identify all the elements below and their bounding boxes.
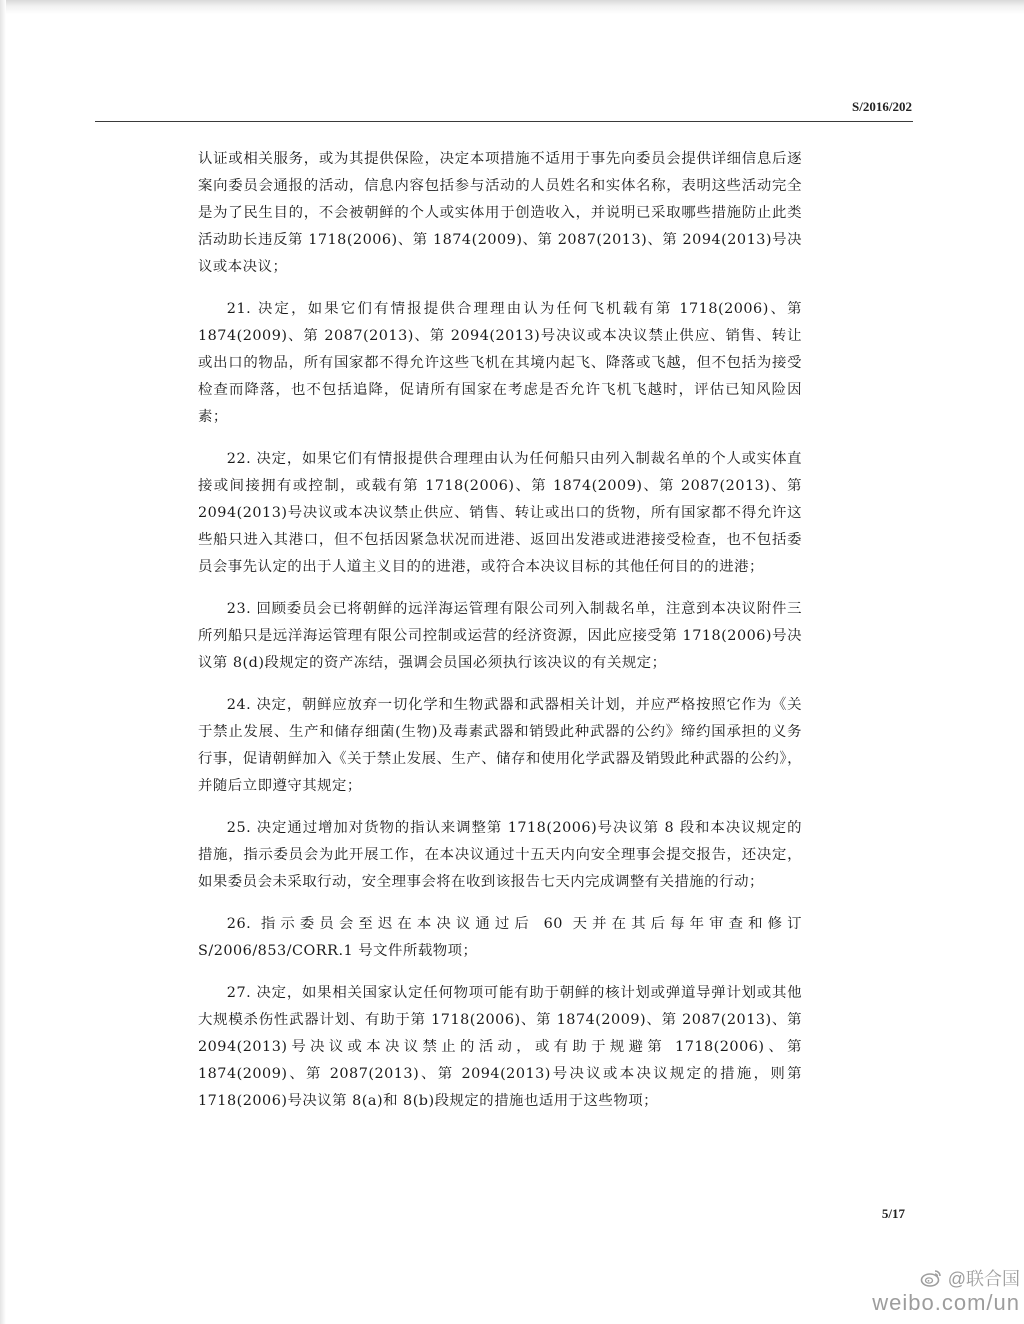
page-number: 5/17 — [881, 1206, 905, 1221]
document-body — [198, 146, 802, 1130]
weibo-url: weibo.com/un — [872, 1290, 1020, 1315]
document-symbol: S/2016/202 — [852, 99, 912, 114]
header-rule — [95, 121, 913, 122]
scan-shadow-top — [0, 0, 1024, 14]
paragraph-27: 27. 决定，如果相关国家认定任何物项可能有助于朝鲜的核计划或弹道导弹计划或其他大规模杀伤性武器计划、有助于第 1718(2006)、第 1874(2009)、第 2087(2013)、第 2094(2013)号决议或本决议禁止的活动，或有助于规避第 1718(2006)、第 1874(2009)、第 2087(2013)、第 2094(2013)号决议或本决议规定的措施，则第 1718(2006)号决议第 8(a)和 8(b)段规定的措施也适用于这些物项； — [198, 985, 802, 1109]
scan-shadow-left — [0, 0, 6, 1324]
paragraph-26: 26. 指示委员会至迟在本决议通过后 60 天并在其后每年审查和修订S/2006/853/CORR.1 号文件所载物项； — [198, 916, 802, 959]
paragraph-25: 25. 决定通过增加对货物的指认来调整第 1718(2006)号决议第 8 段和本决议规定的措施，指示委员会为此开展工作，在本决议通过十五天内向安全理事会提交报告，还决定，如果委员会未采取行动，安全理事会将在收到该报告七天内完成调整有关措施的行动； — [198, 820, 802, 890]
paragraph-24: 24. 决定，朝鲜应放弃一切化学和生物武器和武器相关计划，并应严格按照它作为《关于禁止发展、生产和储存细菌(生物)及毒素武器和销毁此种武器的公约》缔约国承担的义务行事，促请朝鲜加入《关于禁止发展、生产、储存和使用化学武器及销毁此种武器的公约》，并随后立即遵守其规定； — [198, 697, 802, 794]
weibo-icon — [920, 1268, 942, 1288]
paragraph-continued: 认证或相关服务，或为其提供保险，决定本项措施不适用于事先向委员会提供详细信息后逐案向委员会通报的活动，信息内容包括参与活动的人员姓名和实体名称，表明这些活动完全是为了民生目的，不会被朝鲜的个人或实体用于创造收入，并说明已采取哪些措施防止此类活动助长违反第 1718(2006)、第 1874(2009)、第 2087(2013)、第 2094(2013)号决议或本决议； — [198, 151, 802, 275]
paragraph-23: 23. 回顾委员会已将朝鲜的远洋海运管理有限公司列入制裁名单，注意到本决议附件三所列船只是远洋海运管理有限公司控制或运营的经济资源，因此应接受第 1718(2006)号决议第 8(d)段规定的资产冻结，强调会员国必须执行该决议的有关规定； — [198, 601, 802, 671]
paragraph-22: 22. 决定，如果它们有情报提供合理理由认为任何船只由列入制裁名单的个人或实体直接或间接拥有或控制，或载有第 1718(2006)、第 1874(2009)、第 2087(2013)、第 2094(2013)号决议或本决议禁止供应、销售、转让或出口的货物，所有国家都不得允许这些船只进入其港口，但不包括因紧急状况而进港、返回出发港或进港接受检查，也不包括委员会事先认定的出于人道主义目的的进港，或符合本决议目标的其他任何目的的进港； — [198, 451, 802, 575]
weibo-account: @联合国 — [947, 1269, 1020, 1289]
weibo-watermark — [872, 1266, 1020, 1320]
paragraph-21: 21. 决定，如果它们有情报提供合理理由认为任何飞机载有第 1718(2006)、第 1874(2009)、第 2087(2013)、第 2094(2013)号决议或本决议禁止供应、销售、转让或出口的物品，所有国家都不得允许这些飞机在其境内起飞、降落或飞越，但不包括为接受检查而降落，也不包括追降，促请所有国家在考虑是否允许飞机飞越时，评估已知风险因素； — [198, 301, 802, 425]
